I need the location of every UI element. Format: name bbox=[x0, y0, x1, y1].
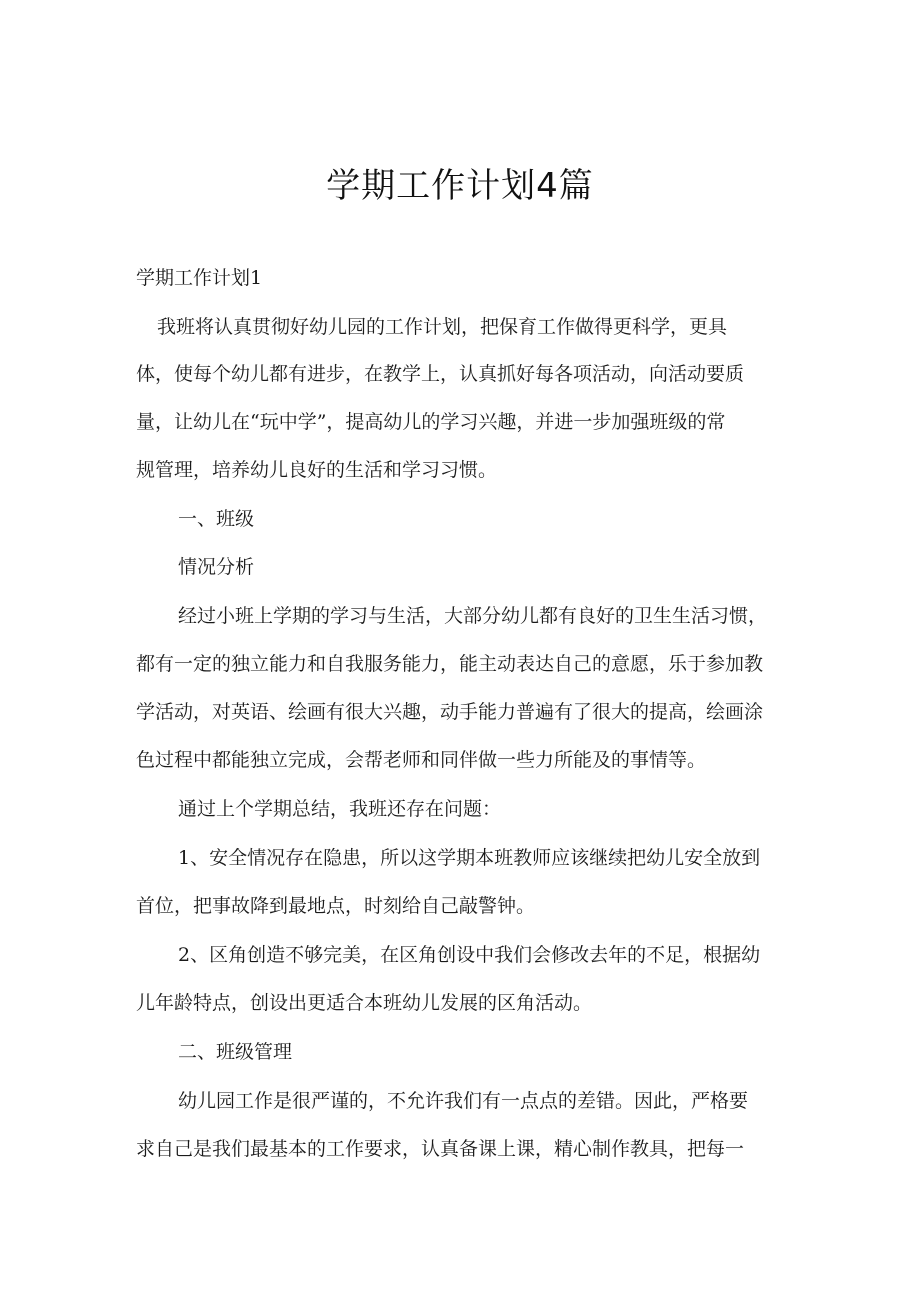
paragraph-line: 规管理，培养幼儿良好的生活和学习习惯。 bbox=[136, 459, 498, 481]
paragraph-line: 量，让幼儿在“玩中学”，提高幼儿的学习兴趣，并进一步加强班级的常 bbox=[136, 411, 726, 433]
paragraph-line: 首位，把事故降到最地点，时刻给自己敲警钟。 bbox=[136, 895, 536, 917]
paragraph-line: 都有一定的独立能力和自我服务能力，能主动表达自己的意愿，乐于参加教 bbox=[136, 653, 764, 675]
paragraph-line: 1、安全情况存在隐患，所以这学期本班教师应该继续把幼儿安全放到 bbox=[178, 847, 761, 869]
section-heading-class: 一、班级 bbox=[178, 508, 255, 530]
paragraph-line: 学活动，对英语、绘画有很大兴趣，动手能力普遍有了很大的提高，绘画涂 bbox=[136, 701, 764, 723]
section-heading-analysis: 情况分析 bbox=[178, 556, 255, 578]
paragraph-line: 体，使每个幼儿都有进步，在教学上，认真抓好每各项活动，向活动要质 bbox=[136, 363, 745, 385]
paragraph-line: 幼儿园工作是很严谨的，不允许我们有一点点的差错。因此，严格要 bbox=[178, 1090, 749, 1112]
paragraph-line: 2、区角创造不够完美，在区角创设中我们会修改去年的不足，根据幼 bbox=[178, 944, 761, 966]
paragraph-line: 我班将认真贯彻好幼儿园的工作计划，把保育工作做得更科学，更具 bbox=[157, 316, 728, 338]
document-title: 学期工作计划4篇 bbox=[326, 166, 594, 206]
paragraph-line: 经过小班上学期的学习与生活，大部分幼儿都有良好的卫生生活习惯， bbox=[178, 605, 768, 627]
paragraph-line: 通过上个学期总结，我班还存在问题： bbox=[178, 798, 502, 820]
paragraph-line: 求自己是我们最基本的工作要求，认真备课上课，精心制作教具，把每一 bbox=[136, 1138, 745, 1160]
paragraph-line: 色过程中都能独立完成，会帮老师和同伴做一些力所能及的事情等。 bbox=[136, 749, 707, 771]
paragraph-line: 儿年龄特点，创设出更适合本班幼儿发展的区角活动。 bbox=[136, 992, 593, 1014]
section-heading-plan-1: 学期工作计划1 bbox=[136, 267, 263, 289]
section-heading-management: 二、班级管理 bbox=[178, 1041, 293, 1063]
